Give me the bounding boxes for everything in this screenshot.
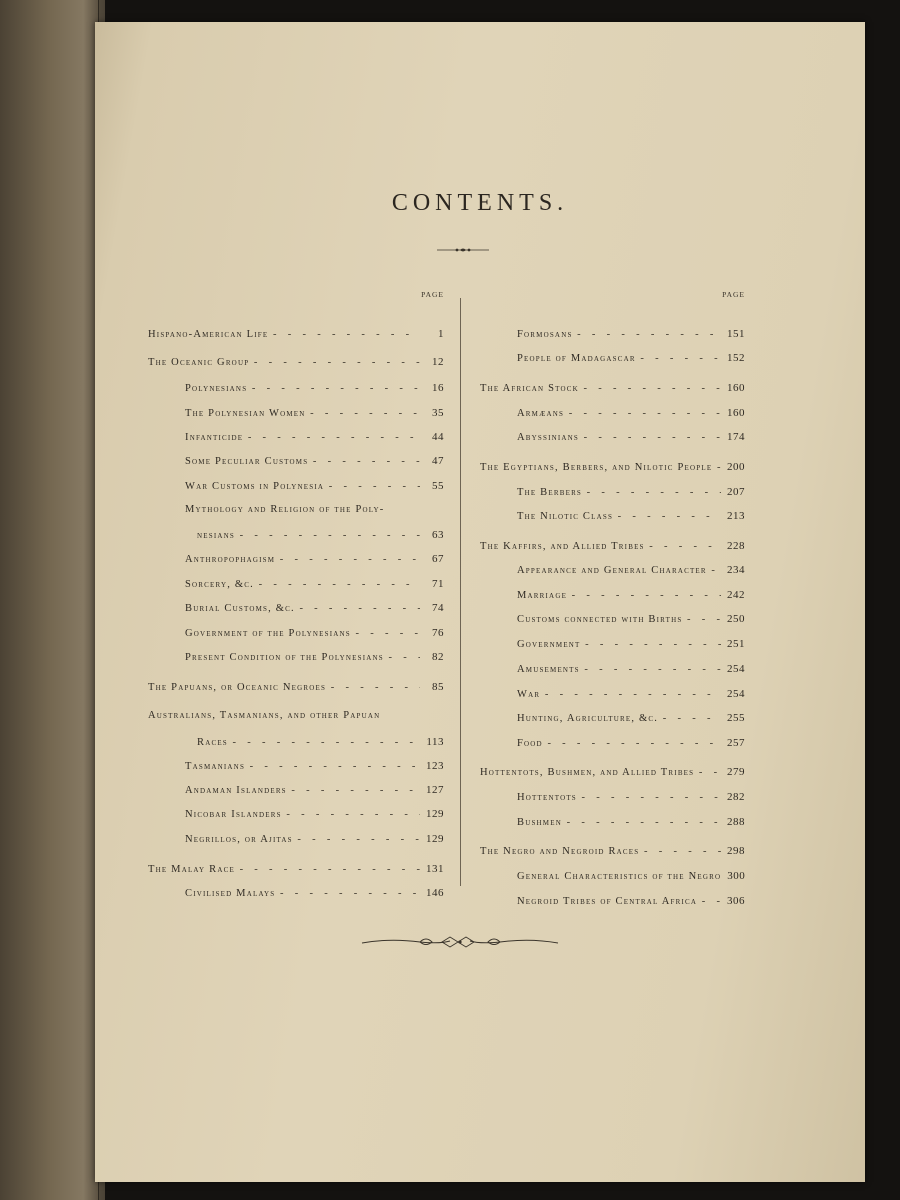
toc-entry-title: The African Stock xyxy=(480,383,579,394)
toc-entry xyxy=(480,712,745,730)
toc-entry-page-number: 298 xyxy=(727,845,745,857)
toc-entry-page-number: 152 xyxy=(727,352,745,364)
toc-entry-title: Burial Customs, &c. xyxy=(185,603,295,614)
leader-dashes xyxy=(249,357,420,368)
page-column-header: PAGE xyxy=(421,290,444,299)
toc-entry-page-number: 213 xyxy=(727,510,745,522)
leader-dashes xyxy=(694,767,721,778)
leader-dashes xyxy=(582,487,721,498)
toc-entry-page-number: 254 xyxy=(727,688,745,700)
toc-entry-page-number: 257 xyxy=(727,737,745,749)
toc-entry xyxy=(480,638,745,656)
toc-entry-title: War Customs in Polynesia xyxy=(185,481,325,492)
leader-dashes xyxy=(235,530,420,541)
toc-entry-title: The Negro and Negroid Races xyxy=(480,846,640,857)
toc-entry xyxy=(480,816,745,834)
toc-entry-page-number: 113 xyxy=(426,736,444,748)
leader-dashes xyxy=(645,541,721,552)
toc-entry-page-number: 131 xyxy=(426,863,444,875)
toc-entry xyxy=(148,710,444,728)
leader-dashes xyxy=(543,738,721,749)
leader-dashes xyxy=(636,353,721,364)
toc-entry-title: Andaman Islanders xyxy=(185,785,287,796)
toc-entry xyxy=(148,431,444,449)
toc-entry xyxy=(148,681,444,699)
toc-entry xyxy=(480,766,745,784)
toc-entry xyxy=(480,895,745,913)
toc-entry-title: People of Madagascar xyxy=(517,353,636,364)
toc-entry-title: The Papuans, or Oceanic Negroes xyxy=(148,682,327,693)
toc-entry-page-number: 255 xyxy=(727,712,745,724)
toc-entry-page-number: 35 xyxy=(432,407,444,419)
leader-dashes xyxy=(243,432,420,443)
top-ornament-icon xyxy=(437,246,489,254)
leader-dashes xyxy=(326,682,420,693)
leader-dashes xyxy=(639,846,721,857)
leader-dashes xyxy=(577,792,721,803)
toc-entry-title: The Malay Race xyxy=(148,864,235,875)
toc-entry-title: Sorcery, &c. xyxy=(185,579,254,590)
leader-dashes xyxy=(254,579,420,590)
toc-entry-page-number: 63 xyxy=(432,529,444,541)
toc-entry xyxy=(148,784,444,802)
toc-entry xyxy=(148,602,444,620)
toc-entry-title: Australians, Tasmanians, and other Papuan xyxy=(148,710,381,721)
toc-entry-title: Infanticide xyxy=(185,432,244,443)
toc-entry xyxy=(480,589,745,607)
toc-entry-page-number: 74 xyxy=(432,602,444,614)
toc-entry-page-number: 44 xyxy=(432,431,444,443)
toc-entry-title: Formosans xyxy=(517,329,573,340)
toc-entry xyxy=(480,382,745,400)
toc-entry xyxy=(480,737,745,755)
toc-entry-title: Amusements xyxy=(517,664,580,675)
toc-entry-title: The Polynesian Women xyxy=(185,408,306,419)
toc-entry-title: Food xyxy=(517,738,543,749)
page-column-header: PAGE xyxy=(722,290,745,299)
toc-entry xyxy=(148,504,444,522)
toc-entry xyxy=(148,407,444,425)
toc-entry xyxy=(480,845,745,863)
toc-entry-page-number: 174 xyxy=(727,431,745,443)
leader-dashes xyxy=(580,664,721,675)
toc-entry-page-number: 288 xyxy=(727,816,745,828)
toc-entry-title: Appearance and General Character xyxy=(517,565,707,576)
leader-dashes xyxy=(351,628,420,639)
toc-entry xyxy=(480,540,745,558)
leader-dashes xyxy=(682,614,721,625)
toc-entry-title: Present Condition of the Polynesians xyxy=(185,652,384,663)
leader-dashes xyxy=(658,713,721,724)
toc-entry-title: Government of the Polynesians xyxy=(185,628,351,639)
toc-entry xyxy=(480,328,745,346)
toc-entry-title: Hunting, Agriculture, &c. xyxy=(517,713,659,724)
toc-entry-title: Abyssinians xyxy=(517,432,580,443)
toc-entry xyxy=(480,613,745,631)
toc-entry-page-number: 306 xyxy=(727,895,745,907)
toc-entry-title: Races xyxy=(197,737,228,748)
toc-entry-title: The Oceanic Group xyxy=(148,357,250,368)
leader-dashes xyxy=(384,652,420,663)
toc-entry-title: Hispano-American Life xyxy=(148,329,269,340)
toc-entry-page-number: 127 xyxy=(426,784,444,796)
toc-entry xyxy=(480,352,745,370)
toc-entry xyxy=(148,651,444,669)
toc-entry-title: Negroid Tribes of Central Africa xyxy=(517,896,698,907)
leader-dashes xyxy=(712,462,721,473)
toc-entry-page-number: 76 xyxy=(432,627,444,639)
toc-entry xyxy=(148,627,444,645)
toc-entry-page-number: 55 xyxy=(432,480,444,492)
toc-entry-title: War xyxy=(517,689,541,700)
leader-dashes xyxy=(540,689,721,700)
toc-entry-title: Nicobar Islanders xyxy=(185,809,282,820)
toc-entry-title: Hottentots xyxy=(517,792,577,803)
leader-dashes xyxy=(293,834,420,845)
toc-entry-title: Government xyxy=(517,639,581,650)
leader-dashes xyxy=(707,565,721,576)
leader-dashes xyxy=(697,896,721,907)
leader-dashes xyxy=(324,481,420,492)
toc-entry-title: The Egyptians, Berbers, and Nilotic People xyxy=(480,462,713,473)
toc-entry xyxy=(148,328,444,346)
column-divider xyxy=(460,298,461,886)
toc-entry-title: Negrillos, or Ajitas xyxy=(185,834,293,845)
toc-entry-title: Some Peculiar Customs xyxy=(185,456,309,467)
toc-entry xyxy=(480,431,745,449)
leader-dashes xyxy=(613,511,721,522)
toc-entry-page-number: 279 xyxy=(727,766,745,778)
toc-entry-page-number: 250 xyxy=(727,613,745,625)
toc-entry-page-number: 85 xyxy=(432,681,444,693)
toc-entry-page-number: 146 xyxy=(426,887,444,899)
toc-entry-title: Hottentots, Bushmen, and Allied Tribes xyxy=(480,767,695,778)
leader-dashes xyxy=(268,329,420,340)
toc-entry-title: General Characteristics of the Negro xyxy=(517,871,722,882)
toc-entry xyxy=(148,382,444,400)
leader-dashes xyxy=(308,456,420,467)
previous-page-edge xyxy=(0,0,99,1200)
leader-dashes xyxy=(235,864,420,875)
toc-entry-page-number: 16 xyxy=(432,382,444,394)
toc-entry-page-number: 228 xyxy=(727,540,745,552)
toc-entry-title: Civilised Malays xyxy=(185,888,276,899)
toc-entry-title: Polynesians xyxy=(185,383,248,394)
toc-entry xyxy=(148,578,444,596)
toc-entry-page-number: 71 xyxy=(432,578,444,590)
leader-dashes xyxy=(247,383,420,394)
toc-entry-page-number: 151 xyxy=(727,328,745,340)
bottom-ornament-icon xyxy=(360,934,560,950)
toc-entry xyxy=(480,486,745,504)
toc-entry-page-number: 160 xyxy=(727,407,745,419)
leader-dashes xyxy=(581,639,721,650)
toc-entry xyxy=(148,833,444,851)
toc-entry-title: The Kaffirs, and Allied Tribes xyxy=(480,541,645,552)
leader-dashes xyxy=(245,761,420,772)
toc-entry xyxy=(148,455,444,473)
leader-dashes xyxy=(275,888,420,899)
toc-entry-page-number: 200 xyxy=(727,461,745,473)
toc-entry-page-number: 254 xyxy=(727,663,745,675)
toc-entry xyxy=(148,480,444,498)
leader-dashes xyxy=(287,785,420,796)
toc-entry xyxy=(148,356,444,374)
toc-entry-title: nesians xyxy=(197,530,235,541)
toc-entry xyxy=(148,863,444,881)
leader-dashes xyxy=(579,432,721,443)
leader-dashes xyxy=(579,383,721,394)
toc-entry-title: Customs connected with Births xyxy=(517,614,683,625)
toc-entry xyxy=(480,688,745,706)
leader-dashes xyxy=(562,817,721,828)
toc-entry xyxy=(480,564,745,582)
toc-entry-title: Marriage xyxy=(517,590,568,601)
toc-entry-title: Anthropophagism xyxy=(185,554,276,565)
leader-dashes xyxy=(228,737,420,748)
leader-dashes xyxy=(295,603,420,614)
toc-entry-page-number: 129 xyxy=(426,833,444,845)
toc-entry-page-number: 300 xyxy=(727,870,746,882)
toc-entry-page-number: 82 xyxy=(432,651,444,663)
toc-entry xyxy=(148,553,444,571)
toc-entry xyxy=(148,529,444,547)
toc-entry-title: Mythology and Religion of the Poly- xyxy=(185,504,385,515)
toc-entry xyxy=(148,887,444,905)
leader-dashes xyxy=(275,554,420,565)
toc-entry xyxy=(480,791,745,809)
toc-entry-page-number: 12 xyxy=(432,356,444,368)
leader-dashes xyxy=(306,408,420,419)
toc-entry xyxy=(480,510,745,528)
toc-entry-title: Tasmanians xyxy=(185,761,246,772)
toc-entry-page-number: 242 xyxy=(727,589,745,601)
toc-entry xyxy=(148,736,444,754)
toc-entry-title: The Berbers xyxy=(517,487,583,498)
toc-entry-title: Armæans xyxy=(517,408,565,419)
page-title: CONTENTS. xyxy=(391,190,569,216)
contents-page xyxy=(95,22,865,1182)
leader-dashes xyxy=(564,408,721,419)
toc-entry-page-number: 47 xyxy=(432,455,444,467)
toc-entry-page-number: 129 xyxy=(426,808,444,820)
toc-entry-page-number: 160 xyxy=(727,382,745,394)
toc-entry xyxy=(480,407,745,425)
toc-entry-page-number: 234 xyxy=(727,564,745,576)
toc-entry-page-number: 207 xyxy=(727,486,745,498)
toc-entry-page-number: 282 xyxy=(727,791,745,803)
toc-entry-title: Bushmen xyxy=(517,817,562,828)
toc-entry-title: The Nilotic Class xyxy=(517,511,614,522)
toc-entry xyxy=(148,808,444,826)
leader-dashes xyxy=(573,329,721,340)
toc-entry xyxy=(480,461,745,479)
toc-entry xyxy=(148,760,444,778)
toc-entry xyxy=(480,870,745,888)
toc-entry-page-number: 1 xyxy=(438,328,444,340)
toc-entry-page-number: 251 xyxy=(727,638,745,650)
toc-entry xyxy=(480,663,745,681)
toc-entry-page-number: 67 xyxy=(432,553,444,565)
leader-dashes xyxy=(567,590,721,601)
leader-dashes xyxy=(282,809,420,820)
toc-entry-page-number: 123 xyxy=(426,760,444,772)
